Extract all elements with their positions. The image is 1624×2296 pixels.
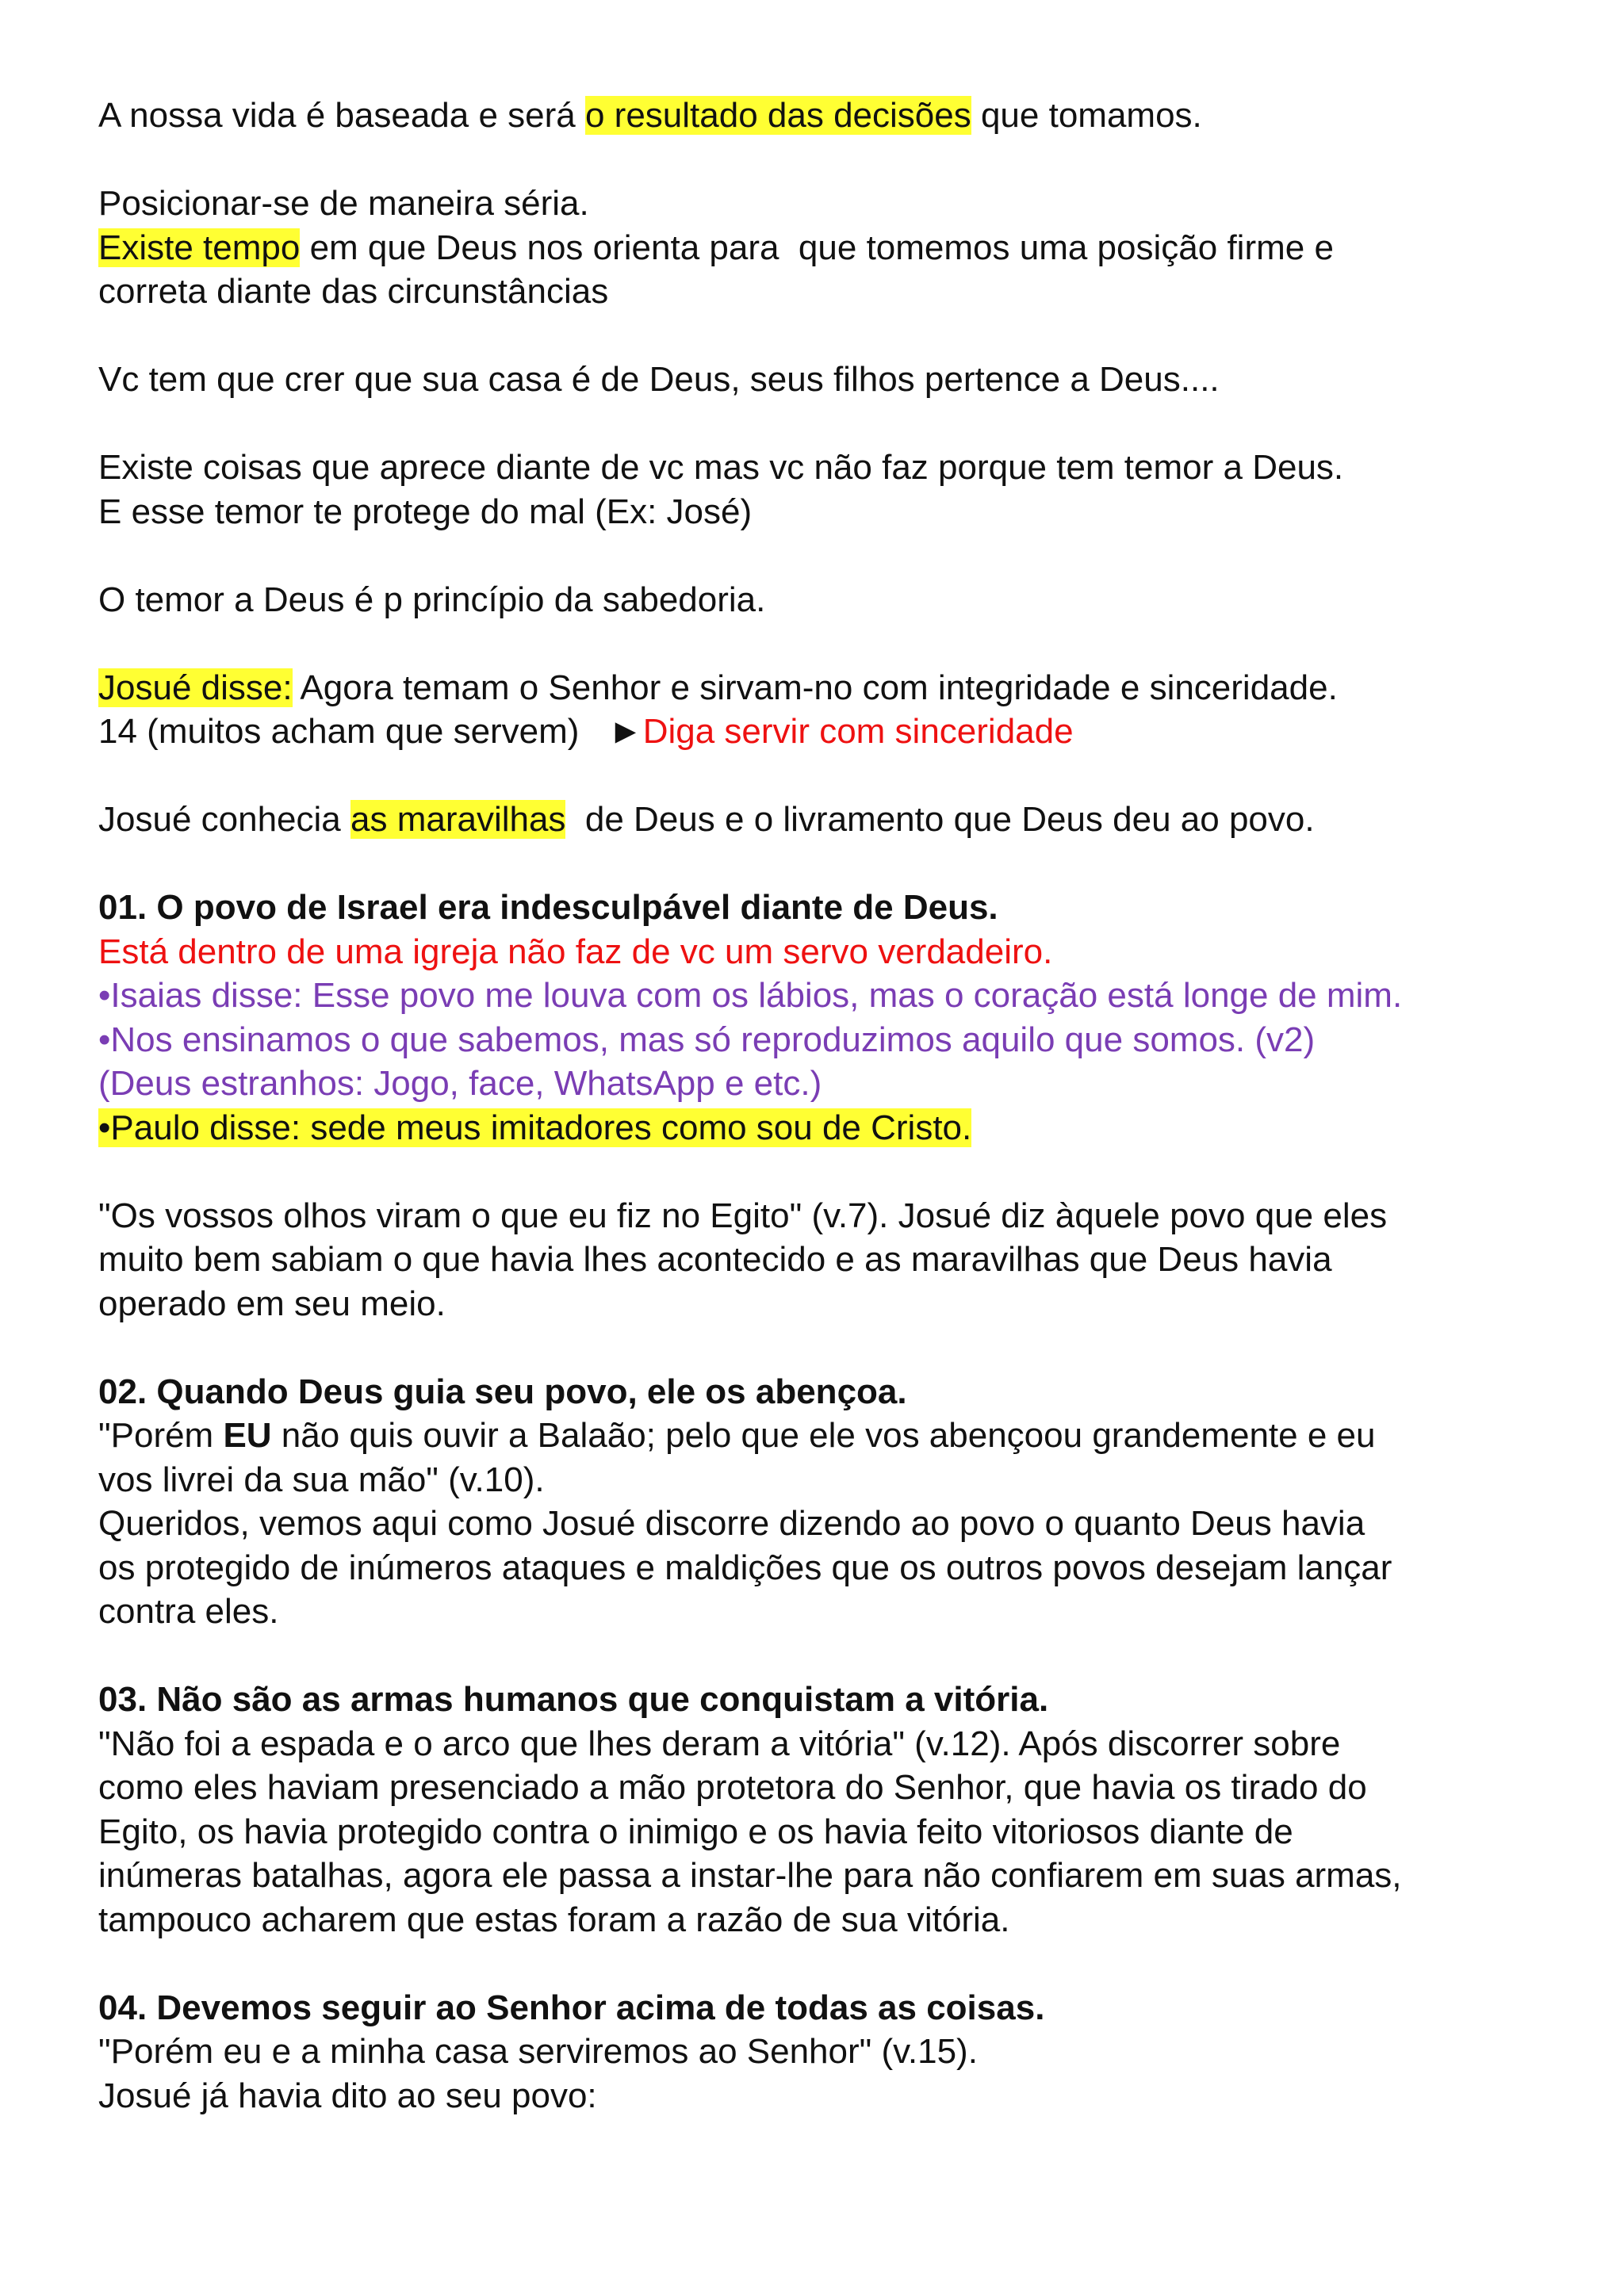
maravilhas-line (98, 798, 1542, 842)
paragraph-gap (98, 754, 1542, 798)
maravilhas-text-end: de Deus e o livramento que Deus deu ao povo. (565, 800, 1315, 839)
josue-line-2 (98, 710, 1542, 754)
section-3-heading: 03. Não são as armas humanos que conquistam a vitória. (98, 1680, 1049, 1719)
document-body (98, 94, 1542, 2118)
section-2-text-end: não quis ouvir a Balaão; pelo que ele vos abençoou grandemente e eu (271, 1416, 1376, 1455)
section-3-line-4: inúmeras batalhas, agora ele passa a instar-lhe para não confiarem em suas armas, (98, 1856, 1402, 1895)
section-3-line-2: como eles haviam presenciado a mão protetora do Senhor, que havia os tirado do (98, 1768, 1367, 1807)
paragraph-gap (98, 1942, 1542, 1986)
highlighted-phrase: Existe tempo (98, 228, 301, 267)
section-4-heading: 04. Devemos seguir ao Senhor acima de todas as coisas. (98, 1988, 1045, 2027)
highlighted-phrase: Josué disse: (98, 668, 293, 707)
temor-line-2: E esse temor te protege do mal (Ex: José) (98, 492, 753, 531)
highlighted-phrase: as maravilhas (350, 800, 566, 839)
temor-line-1: Existe coisas que aprece diante de vc mas vc não faz porque tem temor a Deus. (98, 448, 1344, 487)
paragraph-gap (98, 314, 1542, 358)
arrow-right-icon: ► (608, 712, 643, 751)
section-1-quote-line-1: "Os vossos olhos viram o que eu fiz no Egito" (v.7). Josué diz àquele povo que eles (98, 1196, 1388, 1235)
paragraph-gap (98, 842, 1542, 886)
section-2-text: "Porém (98, 1416, 224, 1455)
josue-verse: 14 (muitos acham que servem) (98, 712, 609, 751)
posicionar-line-1: Posicionar-se de maneira séria. (98, 184, 589, 223)
section-1-bullet-paulo (98, 1106, 1542, 1150)
principio-line: O temor a Deus é p princípio da sabedoria. (98, 580, 766, 619)
paragraph-gap (98, 402, 1542, 446)
posicionar-text: em que Deus nos orienta para que tomemos uma posição firme e (300, 228, 1334, 267)
bold-word: EU (223, 1416, 272, 1455)
highlighted-phrase: o resultado das decisões (584, 96, 971, 135)
intro-line (98, 94, 1542, 138)
maravilhas-text: Josué conhecia (98, 800, 350, 839)
section-1-bullet-ensinamos: •Nos ensinamos o que sabemos, mas só reproduzimos aquilo que somos. (v2) (98, 1020, 1316, 1059)
section-2-line-1 (98, 1414, 1542, 1458)
posicionar-line-2 (98, 226, 1542, 270)
section-1-bullet-isaias: •Isaias disse: Esse povo me louva com os lábios, mas o coração está longe de mim. (98, 976, 1403, 1015)
josue-text: Agora temam o Senhor e sirvam-no com integridade e sinceridade. (292, 668, 1338, 707)
red-note: Diga servir com sinceridade (642, 712, 1074, 751)
josue-line-1 (98, 666, 1542, 710)
section-1-quote-line-3: operado em seu meio. (98, 1284, 446, 1323)
paragraph-gap (98, 622, 1542, 666)
section-3-line-5: tampouco acharem que estas foram a razão de sua vitória. (98, 1900, 1010, 1939)
section-1-quote-line-2: muito bem sabiam o que havia lhes acontecido e as maravilhas que Deus havia (98, 1240, 1332, 1279)
section-4-line-2: Josué já havia dito ao seu povo: (98, 2076, 597, 2115)
section-2-heading: 02. Quando Deus guia seu povo, ele os abençoa. (98, 1372, 907, 1411)
section-2-line-4: os protegido de inúmeros ataques e maldições que os outros povos desejam lançar (98, 1548, 1392, 1587)
section-2-line-5: contra eles. (98, 1592, 279, 1631)
section-3-line-3: Egito, os havia protegido contra o inimigo e os havia feito vitoriosos diante de (98, 1812, 1293, 1851)
section-1-red-note: Está dentro de uma igreja não faz de vc um servo verdadeiro. (98, 932, 1053, 971)
section-4-line-1: "Porém eu e a minha casa serviremos ao Senhor" (v.15). (98, 2032, 978, 2071)
paragraph-gap (98, 138, 1542, 182)
crer-line: Vc tem que crer que sua casa é de Deus, seus filhos pertence a Deus.... (98, 360, 1220, 399)
section-3-line-1: "Não foi a espada e o arco que lhes deram a vitória" (v.12). Após discorrer sobre (98, 1724, 1341, 1763)
intro-text-end: que tomamos. (971, 96, 1202, 135)
posicionar-line-3: correta diante das circunstâncias (98, 272, 609, 311)
section-2-line-2: vos livrei da sua mão" (v.10). (98, 1460, 545, 1499)
intro-text: A nossa vida é baseada e será (98, 96, 585, 135)
highlighted-phrase: •Paulo disse: sede meus imitadores como sou de Cristo. (98, 1108, 972, 1147)
section-2-line-3: Queridos, vemos aqui como Josué discorre dizendo ao povo o quanto Deus havia (98, 1504, 1365, 1543)
paragraph-gap (98, 1150, 1542, 1194)
paragraph-gap (98, 1634, 1542, 1678)
paragraph-gap (98, 1326, 1542, 1370)
section-1-heading: 01. O povo de Israel era indesculpável diante de Deus. (98, 888, 998, 927)
section-1-note: (Deus estranhos: Jogo, face, WhatsApp e etc.) (98, 1064, 822, 1103)
paragraph-gap (98, 534, 1542, 578)
